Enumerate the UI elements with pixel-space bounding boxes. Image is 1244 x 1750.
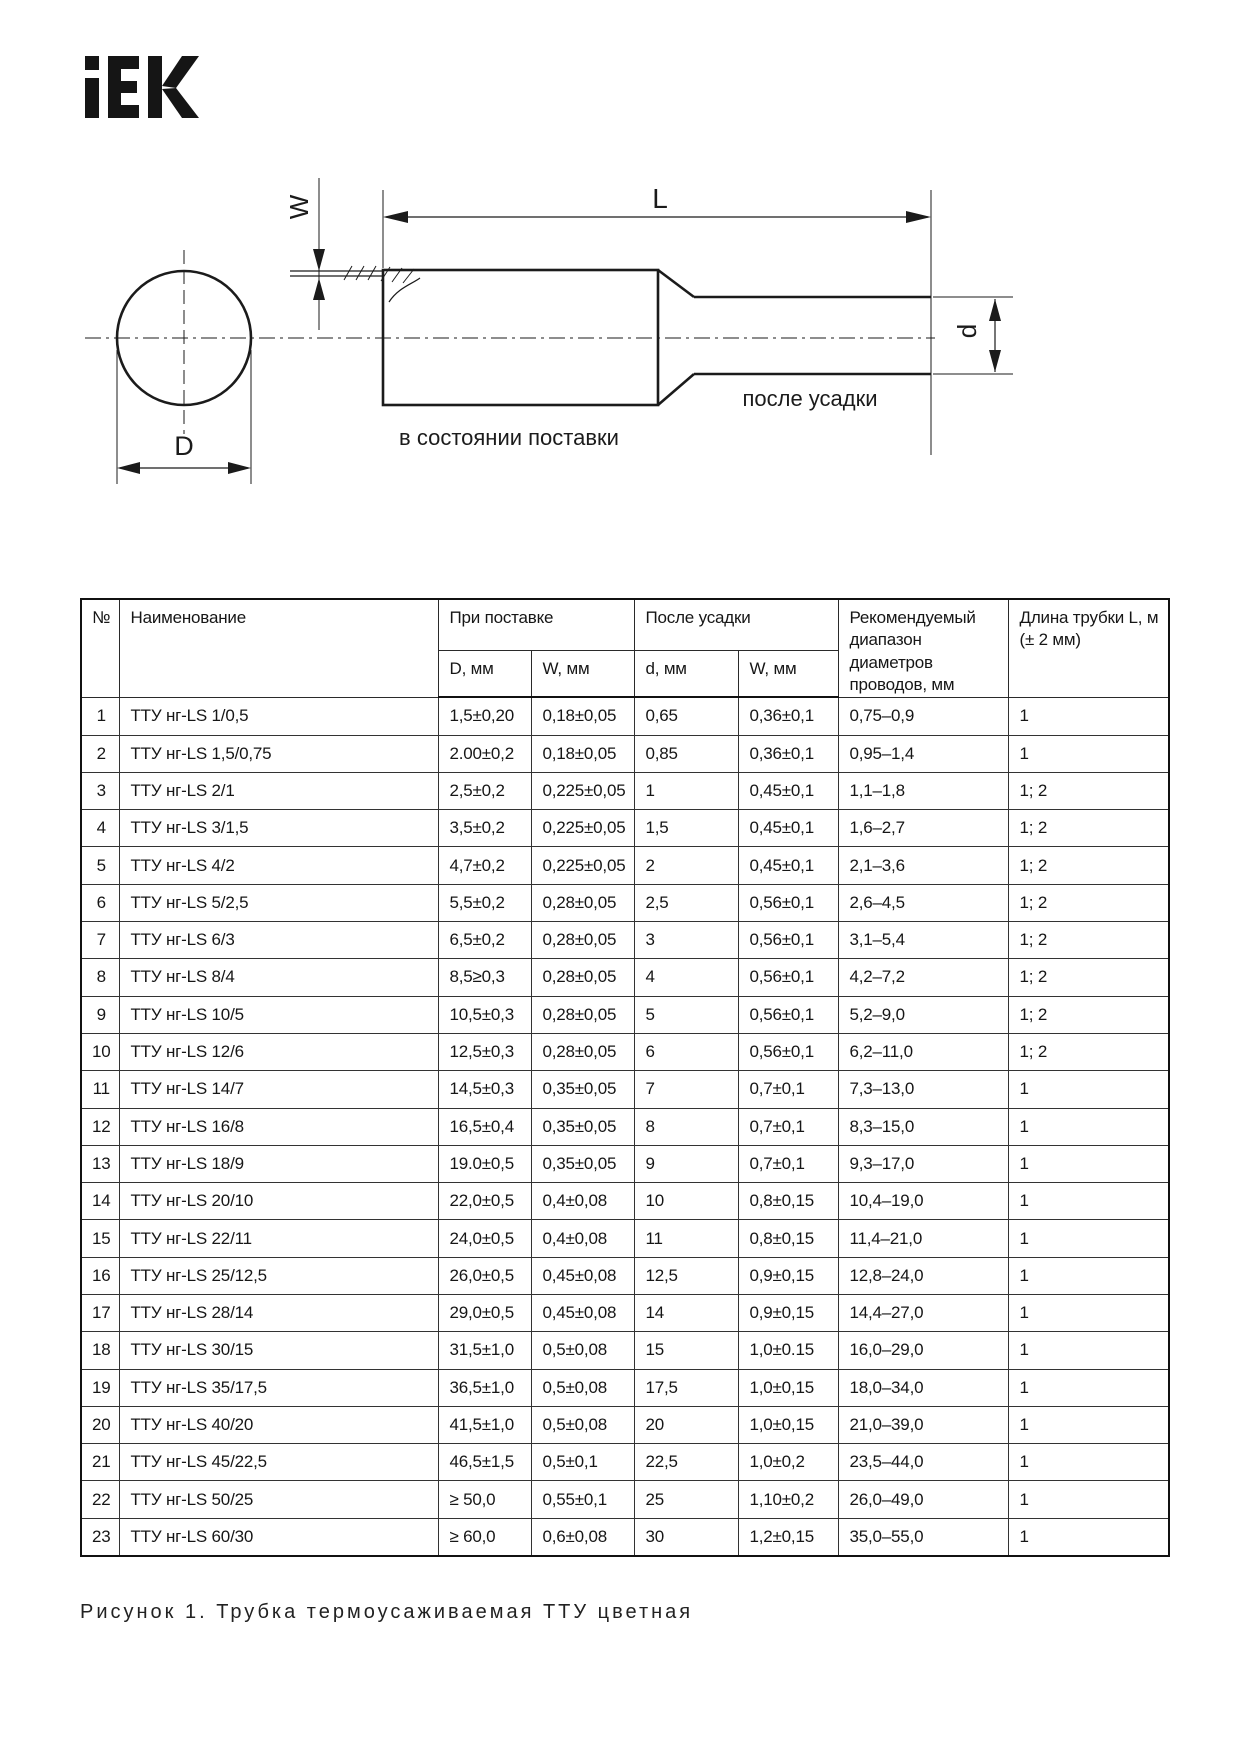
cell-num: 9	[81, 996, 119, 1033]
cell-range: 0,75–0,9	[838, 697, 1008, 735]
cell-d: 0,65	[634, 697, 738, 735]
dim-label-D: D	[174, 431, 194, 461]
cell-d: 1,5	[634, 810, 738, 847]
cell-W-shrunk: 1,2±0,15	[738, 1518, 838, 1556]
cell-name: ТТУ нг-LS 16/8	[119, 1108, 438, 1145]
spec-table	[80, 598, 1170, 1557]
cell-d: 15	[634, 1332, 738, 1369]
cell-num: 6	[81, 884, 119, 921]
cell-name: ТТУ нг-LS 4/2	[119, 847, 438, 884]
cell-W-shrunk: 1,0±0,2	[738, 1444, 838, 1481]
technical-drawing	[60, 150, 1020, 490]
cell-D: 26,0±0,5	[438, 1257, 531, 1294]
cell-D: 19.0±0,5	[438, 1145, 531, 1182]
taper-top	[658, 270, 694, 297]
cell-D: 5,5±0,2	[438, 884, 531, 921]
cell-length: 1	[1008, 1108, 1169, 1145]
table-row	[81, 1033, 1169, 1070]
logo-e-bottom	[108, 105, 139, 118]
taper-bottom	[658, 374, 694, 405]
logo-i-stem	[85, 78, 99, 118]
cell-d: 2	[634, 847, 738, 884]
wall-hatching	[344, 266, 414, 283]
cell-num: 10	[81, 1033, 119, 1070]
cell-range: 0,95–1,4	[838, 735, 1008, 772]
cell-range: 9,3–17,0	[838, 1145, 1008, 1182]
cell-d: 4	[634, 959, 738, 996]
cell-range: 26,0–49,0	[838, 1481, 1008, 1518]
cell-D: 6,5±0,2	[438, 922, 531, 959]
header-group-delivery: При поставке	[438, 599, 634, 650]
cell-d: 8	[634, 1108, 738, 1145]
cell-W-shrunk: 1,0±0,15	[738, 1369, 838, 1406]
cell-num: 3	[81, 772, 119, 809]
cell-W-shrunk: 0,7±0,1	[738, 1145, 838, 1182]
cell-length: 1; 2	[1008, 772, 1169, 809]
cell-d: 9	[634, 1145, 738, 1182]
header-num: №	[81, 599, 119, 697]
cell-D: 4,7±0,2	[438, 847, 531, 884]
cell-num: 16	[81, 1257, 119, 1294]
cell-num: 18	[81, 1332, 119, 1369]
cell-W-delivery: 0,225±0,05	[531, 847, 634, 884]
cell-d: 14	[634, 1295, 738, 1332]
cell-name: ТТУ нг-LS 10/5	[119, 996, 438, 1033]
cell-range: 3,1–5,4	[838, 922, 1008, 959]
header-range: Рекомендуемый диапазон диаметров проводов, мм	[838, 599, 1008, 697]
cell-W-delivery: 0,35±0,05	[531, 1145, 634, 1182]
cell-name: ТТУ нг-LS 12/6	[119, 1033, 438, 1070]
cell-W-delivery: 0,28±0,05	[531, 959, 634, 996]
logo-i-dot	[85, 56, 99, 70]
cell-W-delivery: 0,225±0,05	[531, 810, 634, 847]
cell-length: 1; 2	[1008, 884, 1169, 921]
cell-d: 7	[634, 1071, 738, 1108]
table-row	[81, 1406, 1169, 1443]
cell-W-delivery: 0,4±0,08	[531, 1220, 634, 1257]
cell-W-shrunk: 0,45±0,1	[738, 847, 838, 884]
dd-arrow-up	[989, 299, 1001, 321]
cell-length: 1; 2	[1008, 922, 1169, 959]
cell-name: ТТУ нг-LS 6/3	[119, 922, 438, 959]
cell-d: 11	[634, 1220, 738, 1257]
cell-length: 1; 2	[1008, 1033, 1169, 1070]
table-row	[81, 772, 1169, 809]
cell-name: ТТУ нг-LS 2/1	[119, 772, 438, 809]
cell-range: 8,3–15,0	[838, 1108, 1008, 1145]
cell-d: 3	[634, 922, 738, 959]
cell-W-shrunk: 0,56±0,1	[738, 1033, 838, 1070]
cell-length: 1	[1008, 1183, 1169, 1220]
cell-D: 14,5±0,3	[438, 1071, 531, 1108]
cell-W-shrunk: 1,0±0,15	[738, 1406, 838, 1443]
cell-d: 25	[634, 1481, 738, 1518]
cell-name: ТТУ нг-LS 1/0,5	[119, 697, 438, 735]
cell-name: ТТУ нг-LS 40/20	[119, 1406, 438, 1443]
cell-num: 8	[81, 959, 119, 996]
cell-D: 3,5±0,2	[438, 810, 531, 847]
cell-W-delivery: 0,6±0,08	[531, 1518, 634, 1556]
cell-range: 2,1–3,6	[838, 847, 1008, 884]
cell-D: ≥ 50,0	[438, 1481, 531, 1518]
cell-W-shrunk: 0,8±0,15	[738, 1183, 838, 1220]
logo-k-lower	[162, 88, 199, 118]
cell-length: 1	[1008, 735, 1169, 772]
cell-length: 1; 2	[1008, 847, 1169, 884]
cell-D: 24,0±0,5	[438, 1220, 531, 1257]
cell-name: ТТУ нг-LS 22/11	[119, 1220, 438, 1257]
table-row	[81, 922, 1169, 959]
cell-length: 1	[1008, 1257, 1169, 1294]
cell-name: ТТУ нг-LS 1,5/0,75	[119, 735, 438, 772]
cell-d: 12,5	[634, 1257, 738, 1294]
cell-d: 30	[634, 1518, 738, 1556]
header-group-shrunk: После усадки	[634, 599, 838, 650]
cell-length: 1	[1008, 1518, 1169, 1556]
table-row	[81, 1332, 1169, 1369]
table-row	[81, 1257, 1169, 1294]
cell-W-delivery: 0,4±0,08	[531, 1183, 634, 1220]
cell-range: 23,5–44,0	[838, 1444, 1008, 1481]
cell-W-delivery: 0,5±0,08	[531, 1406, 634, 1443]
cell-W-delivery: 0,18±0,05	[531, 697, 634, 735]
logo-e-mid	[108, 81, 137, 93]
table-row	[81, 697, 1169, 735]
cell-num: 15	[81, 1220, 119, 1257]
cell-D: 22,0±0,5	[438, 1183, 531, 1220]
cell-W-delivery: 0,35±0,05	[531, 1071, 634, 1108]
cell-range: 1,1–1,8	[838, 772, 1008, 809]
header-col-d: d, мм	[634, 650, 738, 697]
table-row	[81, 1444, 1169, 1481]
cell-d: 0,85	[634, 735, 738, 772]
cell-name: ТТУ нг-LS 25/12,5	[119, 1257, 438, 1294]
cell-range: 21,0–39,0	[838, 1406, 1008, 1443]
cell-name: ТТУ нг-LS 28/14	[119, 1295, 438, 1332]
cell-num: 7	[81, 922, 119, 959]
cell-length: 1	[1008, 1369, 1169, 1406]
cell-W-shrunk: 0,9±0,15	[738, 1295, 838, 1332]
cell-D: 2,5±0,2	[438, 772, 531, 809]
table-row	[81, 735, 1169, 772]
cell-range: 5,2–9,0	[838, 996, 1008, 1033]
cell-W-delivery: 0,18±0,05	[531, 735, 634, 772]
cell-W-shrunk: 1,0±0.15	[738, 1332, 838, 1369]
cell-num: 22	[81, 1481, 119, 1518]
cell-d: 17,5	[634, 1369, 738, 1406]
table-header-group-row	[81, 599, 1169, 650]
cell-W-delivery: 0,35±0,05	[531, 1108, 634, 1145]
cell-num: 14	[81, 1183, 119, 1220]
cell-length: 1	[1008, 1406, 1169, 1443]
table-row	[81, 1220, 1169, 1257]
cell-D: 31,5±1,0	[438, 1332, 531, 1369]
table-row	[81, 1145, 1169, 1182]
cell-W-delivery: 0,28±0,05	[531, 996, 634, 1033]
cell-W-shrunk: 0,36±0,1	[738, 697, 838, 735]
cell-W-shrunk: 0,56±0,1	[738, 959, 838, 996]
cell-length: 1	[1008, 1220, 1169, 1257]
table-row	[81, 996, 1169, 1033]
cell-length: 1	[1008, 1481, 1169, 1518]
cell-range: 35,0–55,0	[838, 1518, 1008, 1556]
cell-W-delivery: 0,28±0,05	[531, 884, 634, 921]
cell-length: 1	[1008, 1071, 1169, 1108]
cell-range: 1,6–2,7	[838, 810, 1008, 847]
cell-W-shrunk: 0,56±0,1	[738, 884, 838, 921]
d-arrow-left	[117, 462, 140, 474]
cell-num: 11	[81, 1071, 119, 1108]
cell-W-delivery: 0,5±0,08	[531, 1369, 634, 1406]
label-supplied-state: в состоянии поставки	[399, 425, 619, 450]
dd-arrow-down	[989, 350, 1001, 372]
cell-D: 36,5±1,0	[438, 1369, 531, 1406]
dim-label-d: d	[952, 323, 982, 339]
cell-name: ТТУ нг-LS 3/1,5	[119, 810, 438, 847]
cell-d: 5	[634, 996, 738, 1033]
dim-label-L: L	[652, 183, 668, 214]
table-row	[81, 1071, 1169, 1108]
table-row	[81, 884, 1169, 921]
cell-D: 29,0±0,5	[438, 1295, 531, 1332]
cell-D: 16,5±0,4	[438, 1108, 531, 1145]
cell-num: 5	[81, 847, 119, 884]
cell-name: ТТУ нг-LS 5/2,5	[119, 884, 438, 921]
cell-num: 4	[81, 810, 119, 847]
header-name: Наименование	[119, 599, 438, 697]
header-col-W2: W, мм	[738, 650, 838, 697]
cell-W-delivery: 0,45±0,08	[531, 1295, 634, 1332]
cell-range: 7,3–13,0	[838, 1071, 1008, 1108]
table-row	[81, 1369, 1169, 1406]
cell-range: 12,8–24,0	[838, 1257, 1008, 1294]
cell-W-shrunk: 0,36±0,1	[738, 735, 838, 772]
cell-name: ТТУ нг-LS 20/10	[119, 1183, 438, 1220]
d-arrow-right	[228, 462, 251, 474]
cell-num: 1	[81, 697, 119, 735]
cell-range: 14,4–27,0	[838, 1295, 1008, 1332]
table-row	[81, 847, 1169, 884]
cell-num: 2	[81, 735, 119, 772]
logo-e-top	[108, 56, 139, 69]
cell-name: ТТУ нг-LS 45/22,5	[119, 1444, 438, 1481]
header-length: Длина трубки L, м (± 2 мм)	[1008, 599, 1169, 697]
cell-d: 22,5	[634, 1444, 738, 1481]
w-arrow-up	[313, 278, 325, 300]
cell-num: 13	[81, 1145, 119, 1182]
cell-W-shrunk: 0,9±0,15	[738, 1257, 838, 1294]
cell-d: 2,5	[634, 884, 738, 921]
cell-W-shrunk: 0,45±0,1	[738, 772, 838, 809]
cell-length: 1; 2	[1008, 810, 1169, 847]
cell-name: ТТУ нг-LS 35/17,5	[119, 1369, 438, 1406]
cell-range: 16,0–29,0	[838, 1332, 1008, 1369]
cell-length: 1	[1008, 697, 1169, 735]
cell-W-delivery: 0,5±0,1	[531, 1444, 634, 1481]
cell-W-delivery: 0,5±0,08	[531, 1332, 634, 1369]
cell-length: 1	[1008, 1295, 1169, 1332]
cell-length: 1	[1008, 1145, 1169, 1182]
table-row	[81, 810, 1169, 847]
cell-num: 23	[81, 1518, 119, 1556]
cell-W-delivery: 0,225±0,05	[531, 772, 634, 809]
table-row	[81, 1183, 1169, 1220]
table-row	[81, 959, 1169, 996]
cell-name: ТТУ нг-LS 60/30	[119, 1518, 438, 1556]
table-row	[81, 1481, 1169, 1518]
cell-D: 10,5±0,3	[438, 996, 531, 1033]
cell-d: 20	[634, 1406, 738, 1443]
header-col-D: D, мм	[438, 650, 531, 697]
cell-D: 1,5±0,20	[438, 697, 531, 735]
cell-D: 41,5±1,0	[438, 1406, 531, 1443]
cell-W-delivery: 0,28±0,05	[531, 922, 634, 959]
cell-range: 11,4–21,0	[838, 1220, 1008, 1257]
table-row	[81, 1108, 1169, 1145]
cell-num: 12	[81, 1108, 119, 1145]
iek-logo	[85, 56, 199, 118]
cell-length: 1	[1008, 1332, 1169, 1369]
cell-W-shrunk: 0,7±0,1	[738, 1108, 838, 1145]
l-arrow-left	[383, 211, 408, 223]
cell-W-shrunk: 0,56±0,1	[738, 996, 838, 1033]
cell-range: 10,4–19,0	[838, 1183, 1008, 1220]
figure-caption: Рисунок 1. Трубка термоусаживаемая ТТУ цветная	[80, 1601, 694, 1623]
cell-W-shrunk: 0,45±0,1	[738, 810, 838, 847]
cell-name: ТТУ нг-LS 30/15	[119, 1332, 438, 1369]
cell-W-shrunk: 0,56±0,1	[738, 922, 838, 959]
cell-W-delivery: 0,28±0,05	[531, 1033, 634, 1070]
table-body	[81, 697, 1169, 1556]
cell-range: 6,2–11,0	[838, 1033, 1008, 1070]
logo-k-stem	[148, 56, 162, 118]
table-row	[81, 1295, 1169, 1332]
cell-num: 19	[81, 1369, 119, 1406]
cell-name: ТТУ нг-LS 50/25	[119, 1481, 438, 1518]
cell-length: 1	[1008, 1444, 1169, 1481]
cell-range: 18,0–34,0	[838, 1369, 1008, 1406]
cell-num: 17	[81, 1295, 119, 1332]
cell-length: 1; 2	[1008, 959, 1169, 996]
cell-W-shrunk: 0,8±0,15	[738, 1220, 838, 1257]
logo-k-upper	[162, 56, 199, 88]
cell-D: 8,5≥0,3	[438, 959, 531, 996]
cell-D: 12,5±0,3	[438, 1033, 531, 1070]
cell-range: 2,6–4,5	[838, 884, 1008, 921]
cell-D: 46,5±1,5	[438, 1444, 531, 1481]
cell-name: ТТУ нг-LS 18/9	[119, 1145, 438, 1182]
cell-D: 2.00±0,2	[438, 735, 531, 772]
table-row	[81, 1518, 1169, 1556]
header-col-W1: W, мм	[531, 650, 634, 697]
cell-length: 1; 2	[1008, 996, 1169, 1033]
cell-name: ТТУ нг-LS 8/4	[119, 959, 438, 996]
cell-D: ≥ 60,0	[438, 1518, 531, 1556]
cell-d: 10	[634, 1183, 738, 1220]
cell-num: 21	[81, 1444, 119, 1481]
cell-d: 1	[634, 772, 738, 809]
label-after-shrink: после усадки	[742, 386, 878, 411]
cell-range: 4,2–7,2	[838, 959, 1008, 996]
cell-W-delivery: 0,55±0,1	[531, 1481, 634, 1518]
cell-W-delivery: 0,45±0,08	[531, 1257, 634, 1294]
cell-W-shrunk: 0,7±0,1	[738, 1071, 838, 1108]
cell-name: ТТУ нг-LS 14/7	[119, 1071, 438, 1108]
w-arrow-down	[313, 249, 325, 271]
dim-label-W: W	[284, 194, 314, 220]
cell-d: 6	[634, 1033, 738, 1070]
cell-num: 20	[81, 1406, 119, 1443]
cell-W-shrunk: 1,10±0,2	[738, 1481, 838, 1518]
l-arrow-right	[906, 211, 931, 223]
